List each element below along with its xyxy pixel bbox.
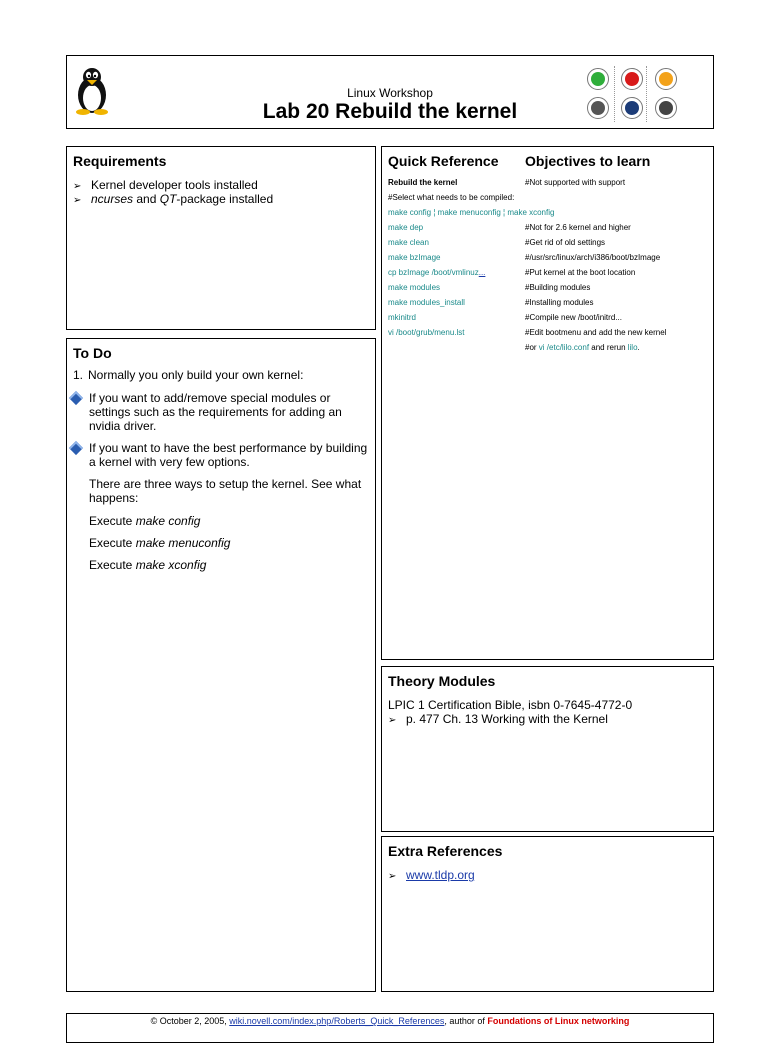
requirements-panel	[66, 146, 376, 330]
gear-logo	[587, 97, 609, 119]
quick-reference-title: Quick Reference	[388, 153, 499, 169]
arrow-bullet-icon: ➢	[73, 181, 82, 192]
requirements-title: Requirements	[73, 153, 167, 169]
theory-modules-panel	[381, 666, 714, 832]
arrow-bullet-icon: ➢	[73, 195, 82, 206]
logo-strip	[583, 66, 701, 122]
qr-lilo-note: #or vi /etc/lilo.conf and rerun lilo.	[525, 343, 640, 352]
qr-cmd: make modules_install	[388, 298, 465, 307]
qr-config-commands: make config ¦ make menuconfig ¦ make xconfig	[388, 208, 555, 217]
todo-exec-menuconfig: Execute make menuconfig	[89, 536, 231, 550]
todo-bullet-2: If you want to have the best performance by building a kernel with very few options.	[89, 441, 368, 469]
qr-cmd: vi /boot/grub/menu.lst	[388, 328, 465, 337]
requirement-item: ➢ ncurses and QT-package installed	[73, 192, 274, 206]
footer-box	[66, 1013, 714, 1043]
qr-heading-left: Rebuild the kernel	[388, 178, 458, 187]
qr-cmd: make clean	[388, 238, 429, 247]
qr-note: #Not for 2.6 kernel and higher	[525, 223, 631, 232]
diamond-bullet-icon	[69, 391, 83, 405]
qr-cmd: make modules	[388, 283, 441, 292]
novell-n-logo	[621, 68, 643, 90]
requirement-item: ➢ Kernel developer tools installed	[73, 178, 258, 192]
qr-cmd: cp bzImage /boot/vmlinuz...	[388, 268, 486, 277]
arrow-bullet-icon: ➢	[388, 715, 397, 726]
extra-item	[388, 868, 475, 884]
extra-title: Extra References	[388, 843, 503, 859]
quick-reference-panel	[381, 146, 714, 660]
theory-line-2: ➢ p. 477 Ch. 13 Working with the Kernel	[388, 712, 608, 726]
green-circle-logo	[587, 68, 609, 90]
qr-cmd-link[interactable]: ...	[478, 268, 486, 277]
theory-line-1: LPIC 1 Certification Bible, isbn 0-7645-4772-0	[388, 698, 633, 712]
todo-exec-xconfig: Execute make xconfig	[89, 558, 207, 572]
footer-text: © October 2, 2005, wiki.novell.com/index.php/Roberts_Quick_References, author of Foundations of Linux networking	[150, 1016, 630, 1026]
qr-select-line: #Select what needs to be compiled:	[388, 193, 515, 202]
qr-note: #Edit bootmenu and add the new kernel	[525, 328, 667, 337]
footer-wiki-link[interactable]: wiki.novell.com/index.php/Roberts_Quick_References	[229, 1016, 445, 1026]
dark-logo	[655, 97, 677, 119]
todo-bullet-1: If you want to add/remove special modules or settings such as the requirements for adding an nvidia driver.	[89, 391, 342, 433]
qr-cmd: make bzImage	[388, 253, 441, 262]
qr-note: #Get rid of old settings	[525, 238, 606, 247]
tldp-link[interactable]: www.tldp.org	[406, 868, 475, 882]
todo-item-1: 1. Normally you only build your own kernel:	[73, 368, 304, 382]
todo-exec-config: Execute make config	[89, 514, 201, 528]
qr-note: #Installing modules	[525, 298, 594, 307]
qr-heading-right: #Not supported with support	[525, 178, 626, 187]
qr-note: #/usr/src/linux/arch/i386/boot/bzImage	[525, 253, 661, 262]
objectives-title: Objectives to learn	[525, 153, 651, 169]
qr-cmd: make dep	[388, 223, 424, 232]
arrow-bullet-icon: ➢	[388, 871, 397, 882]
page-title: Lab 20 Rebuild the kernel	[262, 100, 518, 123]
footer-book-title: Foundations of Linux networking	[487, 1016, 630, 1026]
qr-note: #Compile new /boot/initrd...	[525, 313, 622, 322]
qr-cmd: mkinitrd	[388, 313, 417, 322]
header-box	[66, 55, 714, 129]
qr-note: #Building modules	[525, 283, 591, 292]
orange-burst-logo	[655, 68, 677, 90]
qr-note: #Put kernel at the boot location	[525, 268, 636, 277]
header-subtitle: Linux Workshop	[347, 86, 433, 100]
diamond-bullet-icon	[69, 441, 83, 455]
todo-paragraph: There are three ways to setup the kernel. See what happens:	[89, 477, 362, 505]
tux-logo	[621, 97, 643, 119]
theory-title: Theory Modules	[388, 673, 496, 689]
todo-panel	[66, 338, 376, 992]
extra-references-panel	[381, 836, 714, 992]
todo-title: To Do	[73, 345, 112, 361]
